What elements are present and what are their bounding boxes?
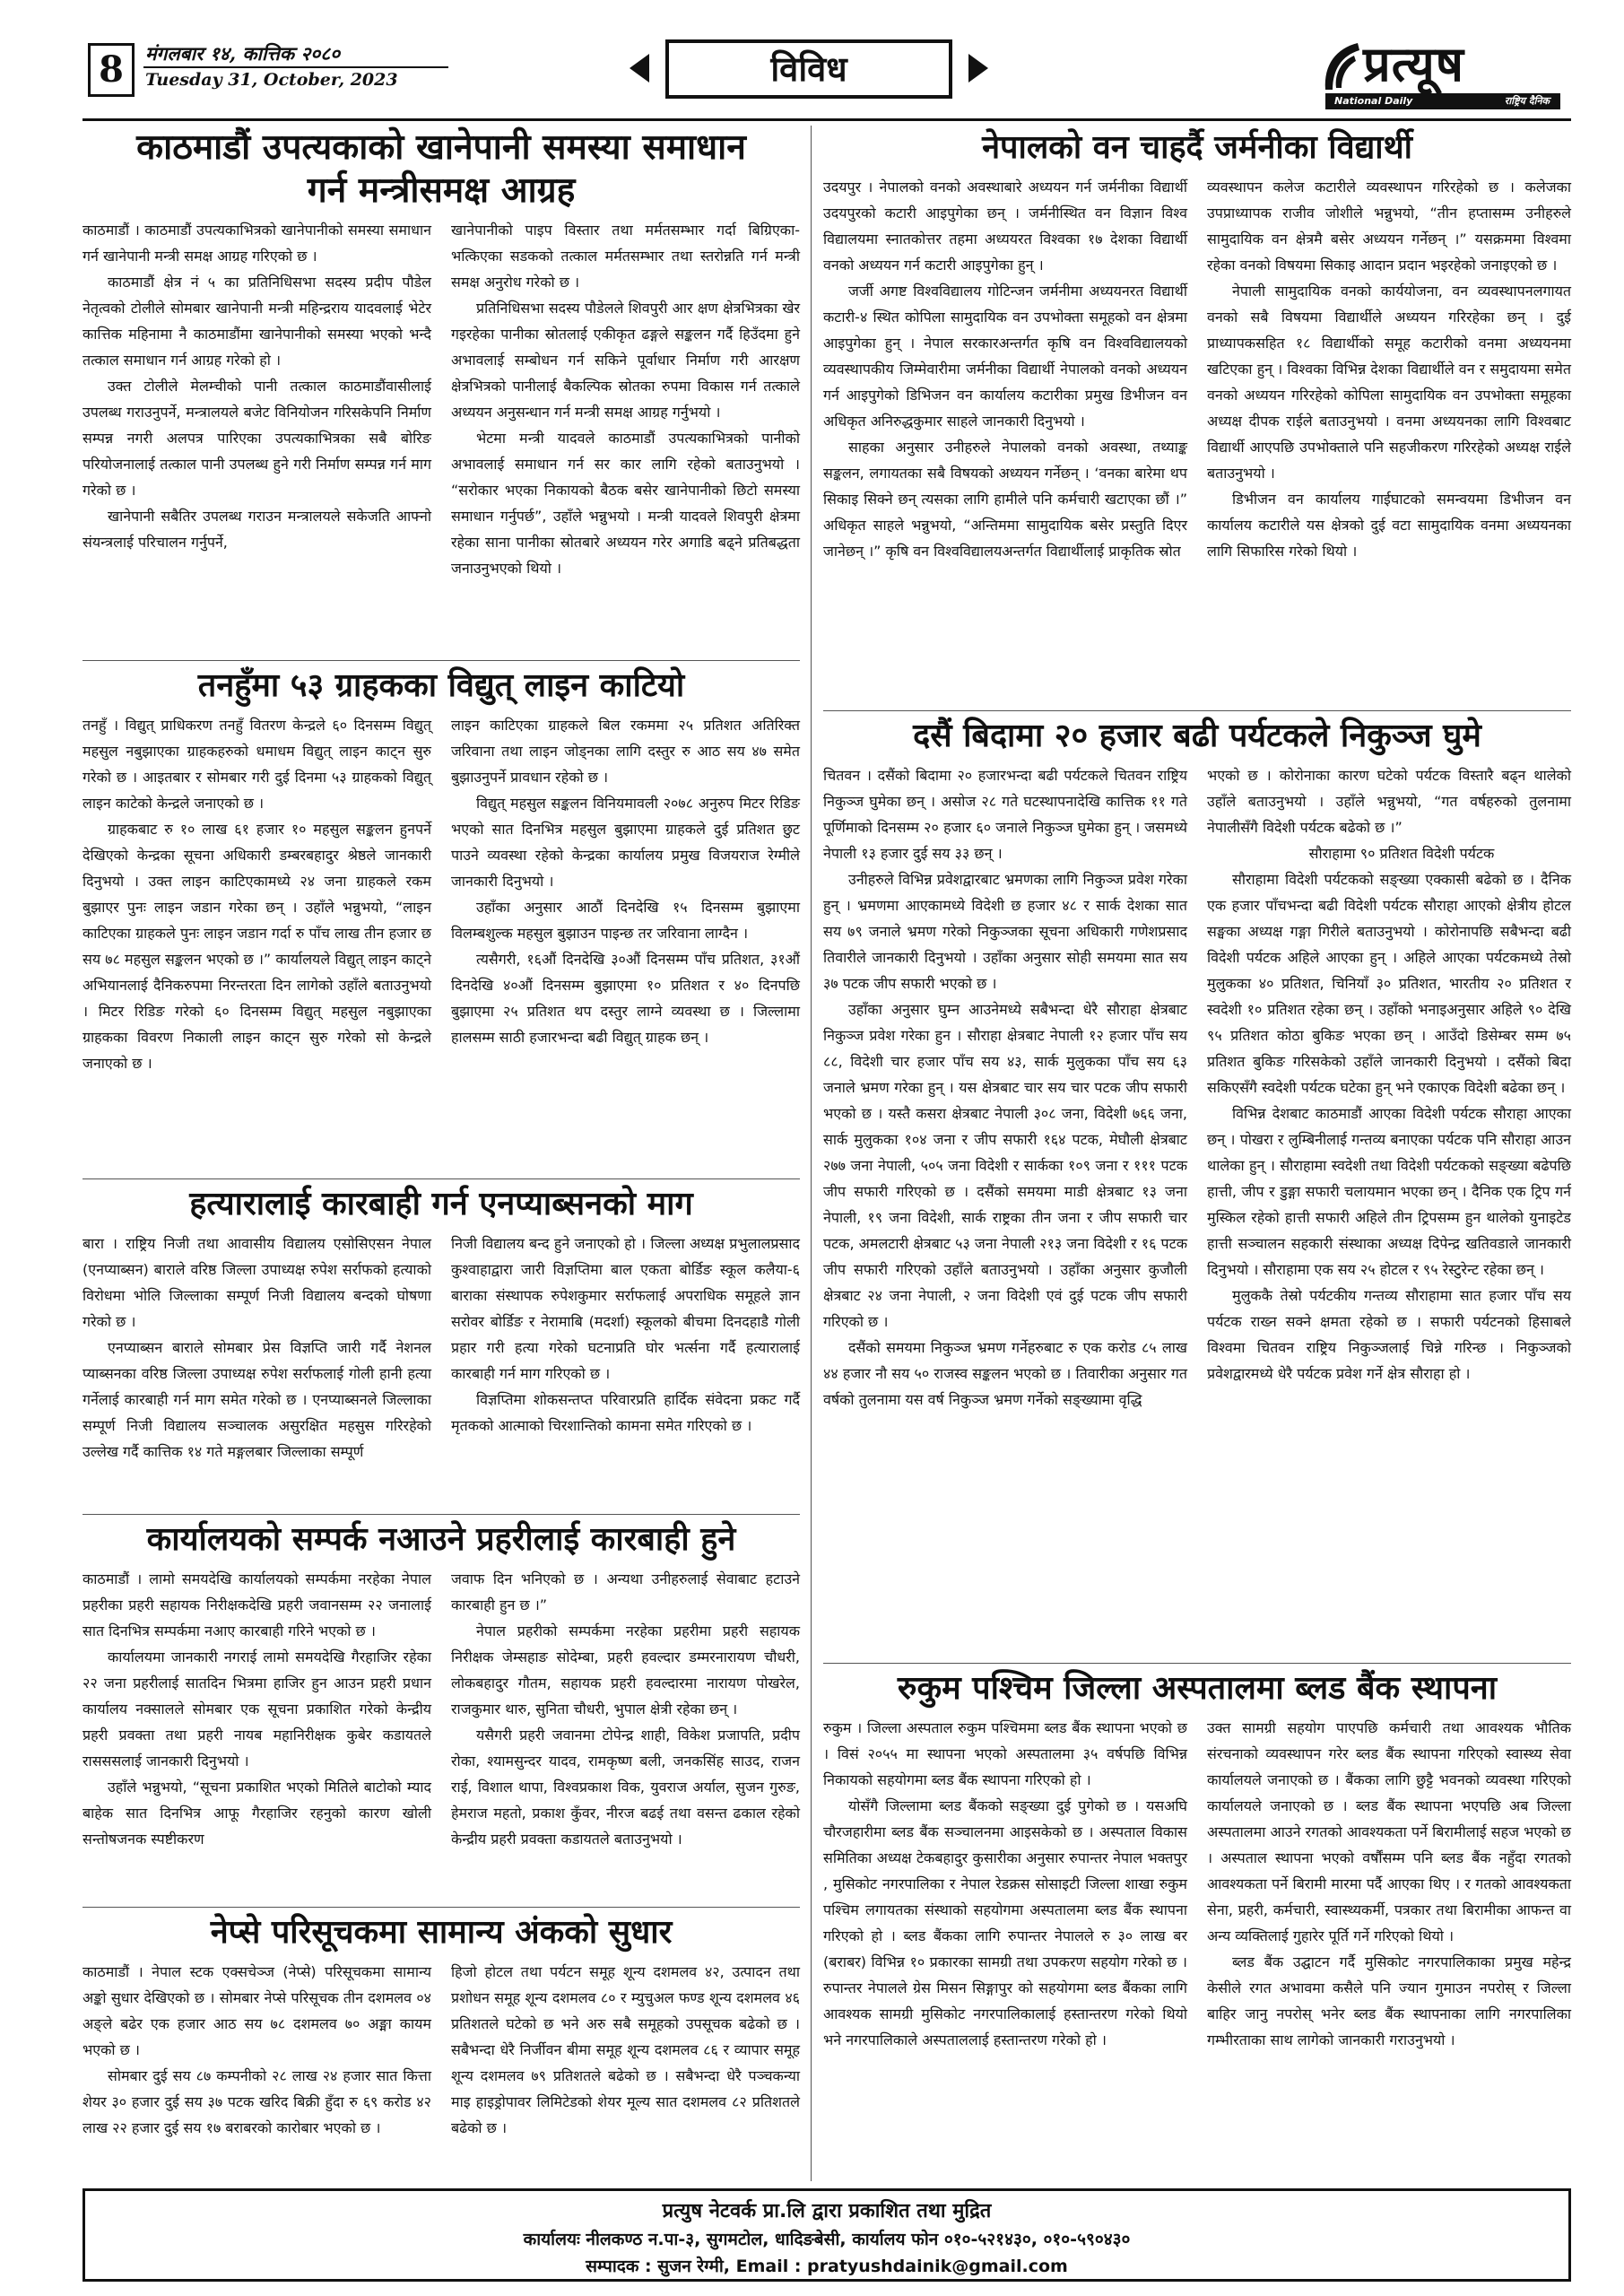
page-number: 8 [88, 43, 135, 97]
column-2 [451, 1959, 800, 2141]
paragraph: बारा । राष्ट्रिय निजी तथा आवासीय विद्यालय एसोसिएसन नेपाल (एनप्याब्सन) बाराले वरिष्ठ जिल्ला उपाध्यक्ष रुपेश सर्राफको हत्याको विरोधमा भोलि जिल्लाका सम्पूर्ण निजी विद्यालय बन्दको घोषणा गरेको छ । [83, 1235, 431, 1330]
masthead-rule [83, 118, 1571, 121]
masthead [81, 34, 1569, 117]
article-body [83, 1231, 800, 1465]
article-divider [823, 1663, 1571, 1664]
column-2 [1207, 1715, 1571, 2053]
paragraph: लाइन काटिएका ग्राहकले बिल रकममा २५ प्रतिशत अतिरिक्त जरिवाना तथा लाइन जोड्नका लागि दस्तुर रु आठ सय ४७ समेत बुझाउनुपर्ने प्रावधान रहेको छ । [451, 717, 800, 786]
paragraph: निजी विद्यालय बन्द हुने जनाएको हो । जिल्ला अध्यक्ष प्रभुलालप्रसाद कुश्वाहाद्वारा जारी विज्ञप्तिमा बाल एकता बोर्डिङ स्कूल कलैया-६ बाराका संस्थापक रुपेशकुमार सर्राफलाई अपराधिक समूहले ज्ञान सरोवर बोर्डिङ र नेरामाबि (मदर्शा) स्कूलको बीचमा दिनदहाडै गोली प्रहार गरी हत्या गरेको घटनाप्रति घोर भर्त्सना गर्दै हत्यारालाई कारबाही गर्न माग गरिएको छ । [451, 1235, 800, 1382]
paragraph: काठमाडौं । नेपाल स्टक एक्सचेञ्ज (नेप्से) परिसूचकमा सामान्य अङ्को सुधार देखिएको छ । सोमबार नेप्से परिसूचक तीन दशमलव ०४ अङ्ले बढेर एक हजार आठ सय ७८ दशमलव ७० अङ्मा कायम भएको छ । [83, 1963, 431, 2058]
article-rukum [823, 1666, 1571, 2053]
column-2 [451, 217, 800, 581]
paragraph: यसैगरी प्रहरी जवानमा टोपेन्द्र शाही, विकेश प्रजापति, प्रदीप रोका, श्यामसुन्दर यादव, रामकृष्ण बली, जनकसिंह साउद, राजन राई, विशाल थापा, विश्वप्रकाश विक, युवराज अर्याल, सुजन गुरुङ, हेमराज महतो, प्रकाश कुँवर, नीरज बढई तथा वसन्त ढकाल रहेको केन्द्रीय प्रहरी प्रवक्ता कडायतले बताउनुभयो । [451, 1726, 800, 1848]
paragraph: खानेपानी सबैतिर उपलब्ध गराउन मन्त्रालयले सकेजति आफ्नो संयन्त्रलाई परिचालन गर्नुपर्ने, [83, 508, 431, 551]
column-2 [451, 1231, 800, 1465]
paragraph: विज्ञप्तिमा शोकसन्तप्त परिवारप्रति हार्दिक संवेदना प्रकट गर्दै मृतकको आत्माको चिरशान्तिको कामना समेत गरिएको छ । [451, 1391, 800, 1434]
article-germany [823, 126, 1571, 564]
paragraph: प्रतिनिधिसभा सदस्य पौडेलले शिवपुरी आर क्षण क्षेत्रभित्रका खेर गइरहेका पानीका स्रोतलाई एकीकृत ढङ्गले सङ्कलन गर्दै हिउँदमा हुने अभावलाई सम्बोधन गर्न सकिने पूर्वाधार निर्माण गरी आरक्षण क्षेत्रभित्रको पानीलाई बैकल्पिक स्रोतका रुपमा विकास गर्न तत्काले अध्ययन अनुसन्धान गर्न मन्त्री समक्ष आग्रह गर्नुभयो । [451, 300, 800, 421]
headline: दसैं बिदामा २० हजार बढी पर्यटकले निकुञ्ज घुमे [913, 717, 1481, 754]
column-1 [823, 174, 1187, 564]
article-police [83, 1518, 800, 1852]
paragraph: रुकुम । जिल्ला अस्पताल रुकुम पश्चिममा ब्लड बैंक स्थापना भएको छ । विसं २०५५ मा स्थापना भएको अस्पतालमा ३५ वर्षपछि विभिन्न निकायको सहयोगमा ब्लड बैंक स्थापना गरिएको हो । [823, 1719, 1187, 1788]
paragraph: उहाँका अनुसार आठौं दिनदेखि १५ दिनसम्म बुझाएमा विलम्बशुल्क महसुल बुझाउन पाइन्छ तर जरिवाना लाग्दैन । [451, 899, 800, 942]
article-body [823, 1715, 1571, 2053]
paragraph: जवाफ दिन भनिएको छ । अन्यथा उनीहरुलाई सेवाबाट हटाउने कारबाही हुन छ ।” [451, 1570, 800, 1613]
logo-swoosh-icon [1318, 39, 1361, 93]
office-address: कार्यालयः नीलकण्ठ न.पा-३, सुगमटोल, धादिङबेसी, कार्यालय फोन ०१०-५२१४३०, ०१०-५९०४३० [523, 2230, 1131, 2249]
column-1 [83, 1959, 431, 2141]
column-1 [823, 1715, 1187, 2053]
column-2 [1207, 762, 1571, 1413]
paragraph: उक्त सामग्री सहयोग पाएपछि कर्मचारी तथा आवश्यक भौतिक संरचनाको व्यवस्थापन गरेर ब्लड बैंक स्थापना गरिएको स्वास्थ्य सेवा कार्यालयले जनाएको छ । बैंकका लागि छुट्टै भवनको व्यवस्था गरिएको कार्यालयले जनाएको छ । ब्लड बैंक स्थापना भएपछि अब जिल्ला अस्पतालमा आउने रगतको आवश्यकता पर्ने बिरामीलाई सहज भएको छ । अस्पताल स्थापना भएको वर्षौंसम्म पनि ब्लड बैंक नहुँदा रगतको आवश्यकता पर्ने बिरामी मारमा पर्दै आएका थिए । र गतको आवश्यकता सेना, प्रहरी, कर्मचारी, स्वास्थ्यकर्मी, पत्रकार तथा बिरामीका आफन्त वा अन्य व्यक्तिलाई गुहारेर पूर्ति गर्ने गरिएको थियो । [1207, 1719, 1571, 1944]
paragraph: ब्लड बैंक उद्घाटन गर्दै मुसिकोट नगरपालिकाका प्रमुख महेन्द्र केसीले रगत अभावमा कसैले पनि ज्यान गुमाउन नपरोस् र जिल्ला बाहिर जानु नपरोस् भनेर ब्लड बैंक स्थापनाका लागि नगरपालिका गम्भीरताका साथ लागेको जानकारी गराउनुभयो । [1207, 1953, 1571, 2048]
paragraph: उनीहरुले विभिन्न प्रवेशद्वारबाट भ्रमणका लागि निकुञ्ज प्रवेश गरेका हुन् । भ्रमणमा आएकामध्ये विदेशी छ हजार ४८ र सार्क देशका सात सय ७९ जनाले भ्रमण गरेको निकुञ्जका सूचना अधिकारी गणेशप्रसाद तिवारीले जानकारी दिनुभयो । उहाँका अनुसार सोही समयमा सात सय ३७ पटक जीप सफारी भएको छ । [823, 871, 1187, 992]
paragraph: उहाँका अनुसार घुम्न आउनेमध्ये सबैभन्दा धेरै सौराहा क्षेत्रबाट निकुञ्ज प्रवेश गरेका हुन । सौराहा क्षेत्रबाट नेपाली १२ हजार पाँच सय ८८, विदेशी चार हजार पाँच सय ४३, सार्क मुलुकका पाँच सय ६३ जनाले भ्रमण गरेका हुन् । यस क्षेत्रबाट चार सय चार पटक जीप सफारी भएको छ । यस्तै कसरा क्षेत्रबाट नेपाली ३०८ जना, विदेशी ७६६ जना, सार्क मुलुकका १०४ जना र जीप सफारी १६४ पटक, मेघौली क्षेत्रबाट २७७ जना नेपाली, ५०५ जना विदेशी र सार्कका १०९ जना र १११ पटक जीप सफारी गरिएको छ । दसैंको समयमा माडी क्षेत्रबाट १३ जना नेपाली, १९ जना विदेशी, सार्क राष्ट्रका तीन जना र जीप सफारी चार पटक, अमलटारी क्षेत्रबाट ५३ जना नेपाली २१३ जना विदेशी र १६ पटक जीप सफारी गरिएको उहाँले बताउनुभयो । उहाँका अनुसार कुजौली क्षेत्रबाट २४ जना नेपाली, २ जना विदेशी एवं दुई पटक जीप सफारी गरिएको छ । [823, 1001, 1187, 1330]
date-english: Tuesday 31, October, 2023 [145, 70, 398, 90]
logo-tag-np: राष्ट्रिय दैनिक [1504, 95, 1550, 107]
paragraph: उक्त टोलीले मेलम्चीको पानी तत्काल काठमाडौंवासीलाई उपलब्ध गराउनुपर्ने, मन्त्रालयले बजेट विनियोजन गरिसकेपनि निर्माण सम्पन्न नगरी अलपत्र पारिएका उपत्यकाभित्रका सबै बोरिङ परियोजनालाई तत्काल पानी उपलब्ध हुने गरी निर्माण सम्पन्न गर्न माग गरेको छ । [83, 378, 431, 499]
paragraph: विद्युत् महसुल सङ्कलन विनियमावली २०७८ अनुरुप मिटर रिडिङ भएको सात दिनभित्र महसुल बुझाएमा ग्राहकले दुई प्रतिशत छुट पाउने व्यवस्था रहेको केन्द्रका कार्यालय प्रमुख विजयराज रेग्मीले जानकारी दिनुभयो । [451, 795, 800, 890]
article-divider [823, 710, 1571, 711]
article-divider [83, 1514, 800, 1515]
paragraph: उहाँले भन्नुभयो, “सूचना प्रकाशित भएको मितिले बाटोको म्याद बाहेक सात दिनभित्र आफू गैरहाजिर रहनुको कारण खोली सन्तोषजनक स्पष्टीकरण [83, 1779, 431, 1848]
paragraph: विभिन्न देशबाट काठमाडौं आएका विदेशी पर्यटक सौराहा आएका छन् । पोखरा र लुम्बिनीलाई गन्तव्य बनाएका पर्यटक पनि सौराहा आउन थालेका हुन् । सौराहामा स्वदेशी तथा विदेशी पर्यटकको सङ्ख्या बढेपछि हात्ती, जीप र डुङ्गा सफारी चलायमान भएका छन् । दैनिक एक ट्रिप गर्न मुस्किल रहेको हात्ती सफारी अहिले तीन ट्रिपसम्म हुन थालेको युनाइटेड हात्ती सञ्चालन सहकारी संस्थाका अध्यक्ष दिपेन्द्र खतिवडाले जानकारी दिनुभयो । सौराहामा एक सय २५ होटल र ९५ रेस्टुरेन्ट रहेका छन् । [1207, 1105, 1571, 1278]
imprint-footer [83, 2188, 1571, 2282]
article-divider [83, 1907, 800, 1908]
paragraph: काठमाडौं । काठमाडौं उपत्यकाभित्रको खानेपानीको समस्या समाधान गर्न खानेपानी मन्त्री समक्ष आग्रह गरिएको छ । [83, 222, 431, 265]
paragraph: मुलुककै तेस्रो पर्यटकीय गन्तव्य सौराहामा सात हजार पाँच सय पर्यटक राख्न सक्ने क्षमता रहेको छ । सफारी पर्यटनको हिसाबले विश्वमा चितवन राष्ट्रिय निकुञ्जलाई चिन्ने गरिन्छ । निकुञ्जको प्रवेशद्वारमध्ये धेरै पर्यटक प्रवेश गर्ने क्षेत्र सौराहा हो । [1207, 1287, 1571, 1382]
paragraph: खानेपानीको पाइप विस्तार तथा मर्मतसम्भार गर्दा बिग्रिएका-भत्किएका सडकको तत्काल मर्मतसम्भार तथा स्तरोन्नति गर्न मन्त्री समक्ष अनुरोध गरेको छ । [451, 222, 800, 291]
column-1 [83, 1566, 431, 1852]
column-2 [451, 1566, 800, 1852]
headline: कार्यालयको सम्पर्क नआउने प्रहरीलाई कारबाही हुने [146, 1520, 736, 1558]
paragraph: तनहुँ । विद्युत् प्राधिकरण तनहुँ वितरण केन्द्रले ६० दिनसम्म विद्युत् महसुल नबुझाएका ग्राहकहरुको धमाधम विद्युत् लाइन काट्न सुरु गरेको छ । आइतबार र सोमबार गरी दुई दिनमा ५३ ग्राहकको विद्युत् लाइन काटेको केन्द्रले जनाएको छ । [83, 717, 431, 812]
paragraph: कार्यालयमा जानकारी नगराई लामो समयदेखि गैरहाजिर रहेका २२ जना प्रहरीलाई सातदिन भित्रमा हाजिर हुन आउन प्रहरी प्रधान कार्यालय नक्सालले सोमबार एक सूचना प्रकाशित गरेको केन्द्रीय प्रहरी प्रवक्ता तथा प्रहरी नायब महानिरीक्षक कुबेर कडायतले रासससलाई जानकारी दिनुभयो । [83, 1648, 431, 1770]
headline-line2: गर्न मन्त्रीसमक्ष आग्रह [307, 170, 576, 211]
article-body [823, 762, 1571, 1413]
article-divider [83, 660, 800, 661]
column-1 [83, 1231, 431, 1465]
article-dashain [823, 714, 1571, 1413]
paragraph: हिजो होटल तथा पर्यटन समूह शून्य दशमलव ४२, उत्पादन तथा प्रशोधन समूह शून्य दशमलव ८० र म्युचुअल फण्ड शून्य दशमलव ४६ प्रतिशतले घटेको छ भने अरु सबै समूहको उपसूचक बढेको छ । सबैभन्दा धेरै निर्जीवन बीमा समूह शून्य दशमलव ८६ र व्यापार समूह शून्य दशमलव ७९ प्रतिशतले बढेको छ । सबैभन्दा धेरै पञ्चकन्या माइ हाइड्रोपावर लिमिटेडको शेयर मूल्य सात दशमलव ८२ प्रतिशतले बढेको छ । [451, 1963, 800, 2136]
paragraph: ग्राहकबाट रु १० लाख ६१ हजार १० महसुल सङ्कलन हुनपर्ने देखिएको केन्द्रका सूचना अधिकारी डम्बरबहादुर श्रेष्ठले जानकारी दिनुभयो । उक्त लाइन काटिएकामध्ये २४ जना ग्राहकले रकम बुझाएर पुनः लाइन जडान गरेका छन् । उहाँले भन्नुभयो, “लाइन काटिएका ग्राहकले पुनः लाइन जडान गर्दा रु पाँच लाख तीन हजार छ सय ७८ महसुल सङ्कलन भएको छ ।” कार्यालयले विद्युत् लाइन काट्ने अभियानलाई दैनिकरुपमा निरन्तरता दिन लागेको उहाँले बताउनुभयो । मिटर रिडिङ गरेको ६० दिनसम्म विद्युत् महसुल नबुझाएका ग्राहकका विवरण निकाली लाइन काट्न सुरु गरेको सो केन्द्रले जनाएको छ । [83, 821, 431, 1072]
paragraph: भएको छ । कोरोनाका कारण घटेको पर्यटक विस्तारै बढ्न थालेको उहाँले बताउनुभयो । उहाँले भन्नुभयो, “गत वर्षहरुको तुलनामा नेपालीसँगै विदेशी पर्यटक बढेको छ ।” [1207, 767, 1571, 836]
article-body [83, 1959, 800, 2141]
paragraph: सोमबार दुई सय ८७ कम्पनीको २८ लाख २४ हजार सात कित्ता शेयर ३० हजार दुई सय ३७ पटक खरिद बिक्री हुँदा रु ६९ करोड ४२ लाख २२ हजार दुई सय १७ बराबरको कारोबार भएको छ । [83, 2067, 431, 2136]
article-murder [83, 1182, 800, 1465]
headline: तनहुँमा ५३ ग्राहकका विद्युत् लाइन काटियो [197, 666, 685, 704]
newspaper-logo [1318, 34, 1568, 115]
page-divider [811, 126, 812, 2181]
paragraph: साहका अनुसार उनीहरुले नेपालको वनको अवस्था, तथ्याङ्क सङ्कलन, लगायतका सबै विषयको अध्ययन गर्नेछन् । ‘वनका बारेमा थप सिकाइ सिक्ने छन् त्यसका लागि हामीले पनि कर्मचारी खटाएका छौं ।” अधिकृत साहले भन्नुभयो, “अन्तिममा सामुदायिक बसेर प्रस्तुति दिएर जानेछन् ।” कृषि वन विश्वविद्यालयअन्तर्गत विद्यार्थीलाई प्राकृतिक स्रोत [823, 439, 1187, 560]
headline: नेप्से परिसूचकमा सामान्य अंकको सुधार [210, 1913, 673, 1951]
paragraph: नेपाल प्रहरीको सम्पर्कमा नरहेका प्रहरीमा प्रहरी सहायक निरीक्षक जेम्सहाङ सोदेम्बा, प्रहरी हवल्दार डम्मरनारायण चौधरी, लोकबहादुर गौतम, सहायक प्रहरी हवल्दारमा नारायण पोखरेल, राजकुमार थारु, सुनिता चौधरी, भुपाल क्षेत्री रहेका छन् । [451, 1622, 800, 1718]
date-divider [143, 66, 448, 68]
paragraph: त्यसैगरी, १६औं दिनदेखि ३०औं दिनसम्म पाँच प्रतिशत, ३१औं दिनदेखि ४०औं दिनसम्म बुझाएमा १० प्रतिशत र ४० दिनपछि बुझाएमा २५ प्रतिशत थप दस्तुर लाग्ने व्यवस्था छ । जिल्लामा हालसम्म साठी हजारभन्दा बढी विद्युत् ग्राहक छन् । [451, 951, 800, 1046]
article-tanahun [83, 664, 800, 1076]
article-body [823, 174, 1571, 564]
publisher-line: प्रत्युष नेटवर्क प्रा.लि द्वारा प्रकाशित तथा मुद्रित [662, 2200, 992, 2222]
paragraph: काठमाडौं क्षेत्र नं ५ का प्रतिनिधिसभा सदस्य प्रदीप पौडेल नेतृत्वको टोलीले सोमबार खानेपानी मन्त्री महिन्द्रराय यादवलाई भेटेर कात्तिक महिनामा नै काठमाडौंमा खानेपानीको समस्या भएको भन्दै तत्काल समाधान गर्न आग्रह गरेको हो । [83, 274, 431, 369]
article-body [83, 217, 800, 581]
article-water [83, 126, 800, 581]
paragraph: भेटमा मन्त्री यादवले काठमाडौं उपत्यकाभित्रको पानीको अभावलाई समाधान गर्न सर कार लागि रहेको बताउनुभयो । “सरोकार भएका निकायको बैठक बसेर खानेपानीको छिटो समस्या समाधान गर्नुपर्छ”, उहाँले भन्नुभयो । मन्त्री यादवले शिवपुरी क्षेत्रमा रहेका साना पानीका स्रोतबारे अध्ययन गरेर अगाडि बढ्ने प्रतिबद्धता जनाउनुभएको थियो । [451, 430, 800, 577]
column-1 [83, 217, 431, 581]
left-arrow-icon [630, 54, 649, 83]
logo-name: प्रत्यूष [1363, 35, 1464, 92]
paragraph: उदयपुर । नेपालको वनको अवस्थाबारे अध्ययन गर्न जर्मनीका विद्यार्थी उदयपुरको कटारी आइपुगेका छन् । जर्मनीस्थित वन विज्ञान विश्व विद्यालयमा स्नातकोत्तर तहमा अध्ययरत विश्वका १७ देशका विद्यार्थी वनको अध्ययन गर्न कटारी आइपुगेका हुन् । [823, 178, 1187, 274]
date-nepali: मंगलबार १४, कात्तिक २०८० [145, 42, 341, 65]
paragraph: सौराहामा विदेशी पर्यटकको सङ्ख्या एक्कासी बढेको छ । दैनिक एक हजार पाँचभन्दा बढी विदेशी पर्यटक सौराहा आएको क्षेत्रीय होटल सङ्घका अध्यक्ष गङ्गा गिरीले बताउनुभयो । कोरोनापछि सबैभन्दा बढी विदेशी पर्यटक अहिले आएका हुन् । अहिले आएका पर्यटकमध्ये तेस्रो मुलुकका ४० प्रतिशत, चिनियाँ ३० प्रतिशत, भारतीय २० प्रतिशत र स्वदेशी १० प्रतिशत रहेका छन् । उहाँको भनाइअनुसार अहिले ९० देखि ९५ प्रतिशत कोठा बुकिङ भएका छन् । आउँदो डिसेम्बर सम्म ७५ प्रतिशत बुकिङ गरिसकेको उहाँले जानकारी दिनुभयो । दसैंको बिदा सकिएसँगै स्वदेशी पर्यटक घटेका हुन् भने एकाएक विदेशी बढेका छन् । [1207, 871, 1571, 1096]
paragraph: दसैंको समयमा निकुञ्ज भ्रमण गर्नेहरुबाट रु एक करोड ८५ लाख ४४ हजार नौ सय ५० राजस्व सङ्कलन भएको छ । तिवारीका अनुसार गत वर्षको तुलनामा यस वर्ष निकुञ्ज भ्रमण गर्नेको सङ्ख्यामा वृद्धि [823, 1339, 1187, 1408]
column-1 [823, 762, 1187, 1413]
section-title: विविध [665, 39, 952, 99]
article-body [83, 712, 800, 1076]
headline: काठमाडौं उपत्यकाको खानेपानी समस्या समाधान [136, 126, 746, 168]
paragraph: योसँगै जिल्लामा ब्लड बैंकको सङ्ख्या दुई पुगेको छ । यसअघि चौरजहारीमा ब्लड बैंक सञ्चालनमा आइसकेको छ । अस्पताल विकास समितिका अध्यक्ष टेकबहादुर कुसारीका अनुसार रुपान्तर नेपाल भक्तपुर , मुसिकोट नगरपालिका र नेपाल रेडक्रस सोसाइटी जिल्ला शाखा रुकुम पश्चिम लगायतका संस्थाको सहयोगमा अस्पतालमा ब्लड बैंक स्थापना गरिएको हो । ब्लड बैंकका लागि रुपान्तर नेपालले रु ३० लाख बर (बराबर) विभिन्न १० प्रकारका सामग्री तथा उपकरण सहयोग गरेको छ । रुपान्तर नेपालले ग्रेस मिसन सिङ्गापुर को सहयोगमा ब्लड बैंकका लागि आवश्यक सामग्री मुसिकोट नगरपालिकालाई हस्तान्तरण गरेको थियो भने नगरपालिकाले अस्पताललाई हस्तान्तरण गरेको हो । [823, 1797, 1187, 2048]
right-arrow-icon [968, 54, 988, 83]
column-2 [451, 712, 800, 1076]
article-divider [83, 1178, 800, 1179]
subheading: सौराहामा ९० प्रतिशत विदेशी पर्यटक [1308, 845, 1495, 862]
paragraph: चितवन । दसैंको बिदामा २० हजारभन्दा बढी पर्यटकले चितवन राष्ट्रिय निकुञ्ज घुमेका छन् । असोज २८ गते घटस्थापनादेखि कात्तिक ११ गते पूर्णिमाको दिनसम्म २० हजार ६० जनाले निकुञ्ज घुमेका हुन् । जसमध्ये नेपाली १३ हजार दुई सय ३३ छन् । [823, 767, 1187, 862]
logo-tagline-band [1325, 93, 1560, 109]
paragraph: डिभीजन वन कार्यालय गाईघाटको समन्वयमा डिभीजन वन कार्यालय कटारीले यस क्षेत्रको दुई वटा सामुदायिक वनमा अध्ययनका लागि सिफारिस गरेको थियो । [1207, 491, 1571, 560]
paragraph: नेपाली सामुदायिक वनको कार्ययोजना, वन व्यवस्थापनलगायत वनको सबै विषयमा विद्यार्थीले अध्ययन गरिरहेका छन् । दुई प्राध्यापकसहित १८ विद्यार्थीको समूह कटारीको वनमा अध्ययनमा खटिएका हुन् । विश्वका विभिन्न देशका विद्यार्थीले वन र समुदायमा समेत वनको अध्ययन गरिरहेको कोपिला सामुदायिक वन उपभोक्ता समूहका अध्यक्ष दीपक राईले बताउनुभयो । वनमा अध्ययनका लागि विश्वबाट विद्यार्थी आएपछि उपभोक्ताले पनि सहजीकरण गरिरहेको अध्यक्ष राईले बताउनुभयो । [1207, 283, 1571, 482]
paragraph: काठमाडौं । लामो समयदेखि कार्यालयको सम्पर्कमा नरहेका नेपाल प्रहरीका प्रहरी सहायक निरीक्षकदेखि प्रहरी जवानसम्म २२ जनालाई सात दिनभित्र सम्पर्कमा नआए कारबाही गरिने भएको छ । [83, 1570, 431, 1639]
paragraph: व्यवस्थापन कलेज कटारीले व्यवस्थापन गरिरहेको छ । कलेजका उपप्राध्यापक राजीव जोशीले भन्नुभयो, “तीन हप्तासम्म उनीहरुले सामुदायिक वन क्षेत्रमै बसेर अध्ययन गर्नेछन् ।” यसक्रममा विश्वमा रहेका वनको विषयमा सिकाइ आदान प्रदान भइरहेको जनाइएको छ । [1207, 178, 1571, 274]
headline: हत्यारालाई कारबाही गर्न एनप्याब्सनको माग [189, 1185, 693, 1222]
paragraph: एनप्याब्सन बाराले सोमबार प्रेस विज्ञप्ति जारी गर्दै नेशनल प्याब्सनका वरिष्ठ जिल्ला उपाध्यक्ष रुपेश सर्राफलाई गोली हानी हत्या गर्नेलाई कारबाही गर्न माग समेत गरेको छ । एनप्याब्सनले जिल्लाका सम्पूर्ण निजी विद्यालय सञ्चालक असुरक्षित महसुस गरिरहेको उल्लेख गर्दै कात्तिक १४ गते मङ्गलबार जिल्लाका सम्पूर्ण [83, 1339, 431, 1460]
article-nepse [83, 1910, 800, 2141]
logo-tag-en: National Daily [1334, 95, 1413, 107]
paragraph: जर्जी अगष्ट विश्वविद्यालय गोटिन्जन जर्मनीमा अध्ययनरत विद्यार्थी कटारी-४ स्थित कोपिला सामुदायिक वन उपभोक्ता समूहको वन क्षेत्रमा आइपुगेका हुन् । नेपाल सरकारअन्तर्गत कृषि वन विश्वविद्यालयको व्यवस्थापकीय जिम्मेवारीमा जर्मनीका विद्यार्थी नेपालको वनको अध्ययन गर्न आइपुगेको डिभिजन वन कार्यालय कटारीका प्रमुख डिभीजन वन अधिकृत अनिरुद्धकुमार साहले जानकारी दिनुभयो । [823, 283, 1187, 430]
column-1 [83, 712, 431, 1076]
column-2 [1207, 174, 1571, 564]
editor-email: सम्पादक : सुजन रेग्मी, Email : pratyushdainik@gmail.com [586, 2257, 1068, 2276]
headline: रुकुम पश्चिम जिल्ला अस्पतालमा ब्लड बैंक स्थापना [897, 1669, 1498, 1707]
headline: नेपालको वन चाहर्दै जर्मनीका विद्यार्थी [982, 128, 1412, 166]
article-body [83, 1566, 800, 1852]
